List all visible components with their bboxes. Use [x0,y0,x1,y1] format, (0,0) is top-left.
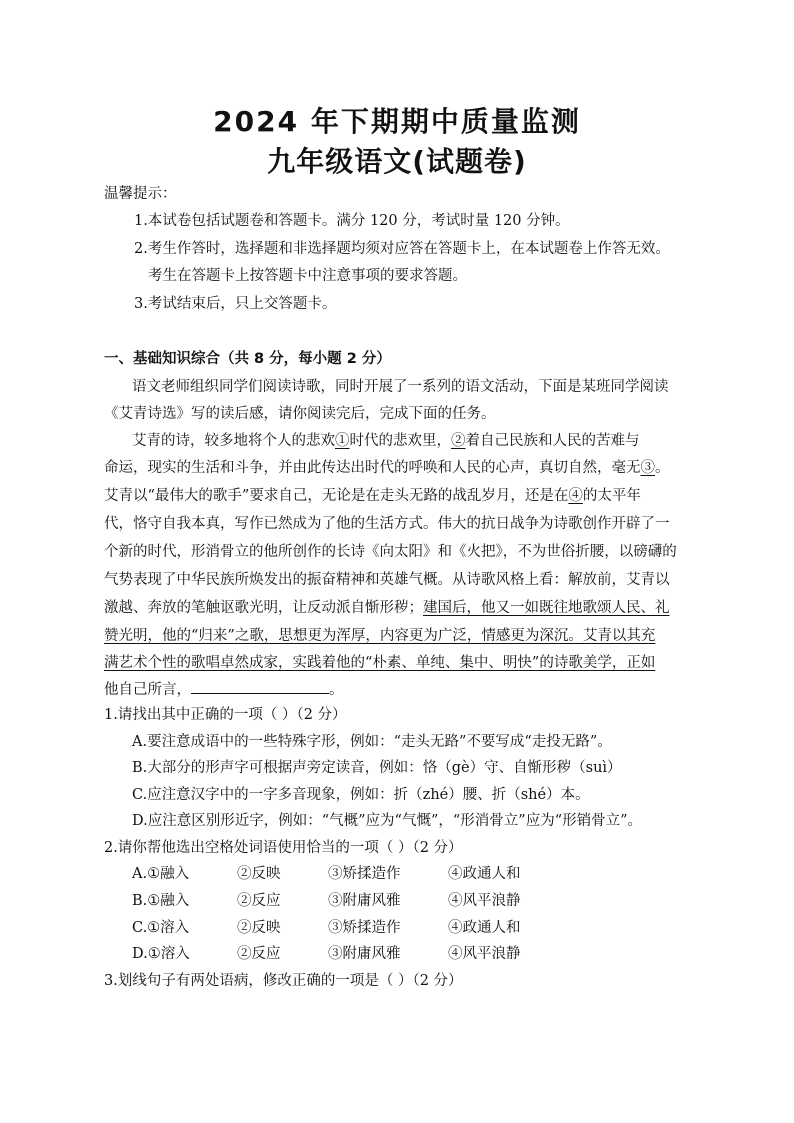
passage-text: 。 [329,682,344,698]
passage-line-9: 满艺术个性的歌唱卓然成家，实践着他的“朴素、单纯、集中、明快”的诗歌美学，正如 [104,655,656,671]
passage-text: 激越、奔放的笔触讴歌光明，让反动派自惭形秽； [104,600,423,616]
q2-cell: ③附庸风雅 [328,946,401,962]
q2-cell: ③矫揉造作 [328,866,401,882]
passage-text: 着自己民族和人民的苦难与 [465,433,640,449]
q2-cell: ②反应 [237,893,281,909]
q2-cell: ③附庸风雅 [328,893,401,909]
q2-cell: A.①融入 [132,866,190,882]
q2-cell: ④政通人和 [448,866,521,882]
q2-cell: ②反映 [237,920,281,936]
q2-cell: B.①融入 [132,893,190,909]
underlined-sentence: 建国后，他又一如既往地歌颂人民、礼 [423,600,670,616]
exam-title: 2024 年下期期中质量监测 [213,105,581,138]
intro-line-1: 语文老师组织同学们阅读诗歌，同时开展了一系列的语文活动，下面是某班同学阅读 [132,379,669,395]
passage-text: 。 [655,460,670,476]
blank-3: ③ [640,460,655,476]
blank-1: ① [335,433,350,449]
passage-text: 艾青以“最伟大的歌手”要求自己，无论是在走头无路的战乱岁月，还是在 [104,488,569,504]
notice-item-2: 2.考生作答时，选择题和非选择题均须对应答在答题卡上，在本试题卷上作答无效。 [134,241,670,257]
passage-text: 命运，现实的生活和斗争，并由此传达出时代的呼唤和人民的心声，真切自然，毫无 [104,460,641,476]
passage-line-2 [104,458,670,478]
passage-text: 时代的悲欢里， [349,433,451,449]
passage-line-10 [104,679,344,700]
passage-text: 艾青的诗，较多地将个人的悲欢 [132,433,335,449]
q1-option-b: B.大部分的形声字可根据声旁定读音，例如：恪（gè）守、自惭形秽（suì） [132,760,622,776]
passage-line-8: 赞光明，他的“归来”之歌，思想更为浑厚，内容更为广泛，情感更为深沉。艾青以其充 [104,628,656,644]
q2-cell: ②反应 [237,946,281,962]
passage-line-5: 个新的时代，形消骨立的他所创作的长诗《向太阳》和《火把》，不为世俗折腰，以磅礴的 [104,544,677,560]
q1-option-d: D.应注意区别形近字，例如：“气概”应为“气慨”，“形消骨立”应为“形销骨立”。 [132,813,643,829]
q2-cell: ②反映 [237,866,281,882]
q2-cell: ③矫揉造作 [328,920,401,936]
q2-cell: ④风平浪静 [448,893,521,909]
notice-label: 温馨提示： [104,186,177,202]
notice-item-1: 1.本试卷包括试题卷和答题卡。满分 120 分，考试时量 120 分钟。 [134,213,570,229]
section-heading: 一、基础知识综合（共 8 分，每小题 2 分） [104,351,391,367]
q1-stem: 1.请找出其中正确的一项（ ）（2 分） [104,707,347,723]
blank-2: ② [451,433,466,449]
passage-line-3 [104,486,641,506]
q2-cell: ④风平浪静 [448,946,521,962]
passage-text: 他自己所言， [104,682,191,698]
q2-cell: C.①溶入 [132,920,190,936]
q3-stem: 3.划线句子有两处语病，修改正确的一项是（ ）（2 分） [104,973,463,989]
notice-item-2-cont: 考生在答题卡上按答题卡中注意事项的要求答题。 [148,268,467,284]
exam-subtitle: 九年级语文(试题卷) [267,145,527,178]
passage-line-4: 代，恪守自我本真，写作已然成为了他的生活方式。伟大的抗日战争为诗歌创作开辟了一 [104,516,670,532]
q2-stem: 2.请你帮他选出空格处词语使用恰当的一项（ ）（2 分） [104,840,463,856]
q2-cell: ④政通人和 [448,920,521,936]
q2-cell: D.①溶入 [132,946,190,962]
blank-4: ④ [568,488,583,504]
q1-option-a: A.要注意成语中的一些特殊字形，例如：“走头无路”不要写成“走投无路”。 [132,734,612,750]
answer-blank [191,679,329,694]
passage-line-1 [132,431,640,451]
passage-line-7 [104,598,670,618]
q1-option-c: C.应注意汉字中的一字多音现象，例如：折（zhé）腰、折（shé）本。 [132,787,590,803]
passage-text: 的太平年 [582,488,641,504]
notice-item-3: 3.考试结束后，只上交答题卡。 [134,296,337,312]
intro-line-2: 《艾青诗选》写的读后感，请你阅读完后，完成下面的任务。 [104,406,496,422]
passage-line-6: 气势表现了中华民族所焕发出的振奋精神和英雄气概。从诗歌风格上看：解放前，艾青以 [104,572,670,588]
